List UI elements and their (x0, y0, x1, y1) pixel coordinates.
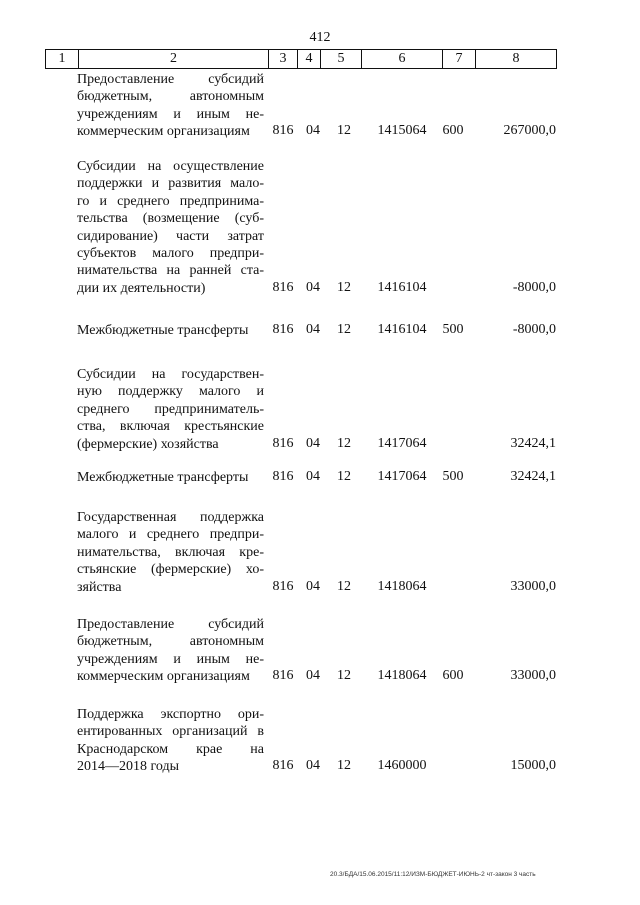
cell-col-3: 816 (272, 668, 294, 684)
cell-col-6: 1460000 (377, 758, 427, 774)
description-line: Межбюджетные трансферты (77, 470, 249, 485)
row-description (77, 158, 264, 297)
cell-col-6: 1415064 (377, 123, 427, 139)
description-line: Поддержка экспортно ори- (77, 707, 264, 722)
cell-col-6: 1418064 (377, 668, 427, 684)
column-header-row (46, 50, 557, 69)
cell-col-4: 04 (306, 279, 320, 295)
cell-col-6: 1417064 (377, 469, 427, 484)
cell-col-4: 04 (306, 322, 320, 337)
description-line: субъектов малого предпри- (77, 246, 264, 262)
document-footer: 20.3/БДА/15.06.2015/11:12/ИЗМ-БЮДЖЕТ-ИЮНЬ-2 чт-закон 3 часть (330, 871, 536, 878)
cell-col-5: 12 (337, 469, 351, 484)
description-line: коммерческим организациям (77, 669, 250, 685)
cell-col-4: 04 (306, 758, 320, 774)
row-description (77, 616, 264, 686)
cell-col-4: 04 (306, 578, 320, 594)
description-line: го и среднего предпринима- (77, 193, 264, 209)
description-line: коммерческим организациям (77, 124, 250, 140)
description-line: бюджетным, автономным (77, 89, 264, 105)
column-header-table (45, 49, 557, 69)
cell-col-8: -8000,0 (512, 322, 556, 337)
row-description (77, 366, 264, 453)
cell-col-5: 12 (337, 123, 351, 139)
cell-col-8: -8000,0 (512, 279, 556, 295)
cell-col-5: 12 (337, 322, 351, 337)
description-line: дии их деятельности) (77, 280, 206, 296)
cell-col-3: 816 (272, 578, 294, 594)
col-header-1: 1 (46, 50, 79, 69)
cell-col-3: 816 (272, 758, 294, 774)
cell-col-3: 816 (272, 123, 294, 139)
description-line: Предоставление субсидий (77, 617, 264, 632)
cell-col-6: 1418064 (377, 578, 427, 594)
description-line: стьянские (фермерские) хо- (77, 562, 264, 578)
col-header-7: 7 (443, 50, 476, 69)
description-line: ства, включая крестьянские (77, 419, 264, 435)
description-line: Краснодарском крае на (77, 741, 264, 757)
cell-col-5: 12 (337, 578, 351, 594)
cell-col-6: 1416104 (377, 322, 427, 337)
description-line: Предоставление субсидий (77, 72, 264, 87)
description-line: бюджетным, автономным (77, 634, 264, 650)
cell-col-5: 12 (337, 279, 351, 295)
col-header-2: 2 (79, 50, 269, 69)
cell-col-7: 600 (442, 668, 464, 684)
description-line: Межбюджетные трансферты (77, 323, 249, 338)
description-line: ентированных организаций в (77, 724, 264, 740)
row-description (77, 706, 264, 776)
col-header-4: 4 (298, 50, 321, 69)
description-line: учреждениям и иным не- (77, 106, 264, 122)
cell-col-3: 816 (272, 279, 294, 295)
cell-col-4: 04 (306, 435, 320, 451)
row-description (77, 322, 264, 339)
cell-col-8: 15000,0 (510, 758, 556, 774)
page-number: 412 (309, 30, 331, 45)
cell-col-8: 32424,1 (510, 469, 556, 484)
cell-col-3: 816 (272, 322, 294, 337)
row-description (77, 509, 264, 596)
col-header-8: 8 (476, 50, 557, 69)
cell-col-7: 500 (442, 469, 464, 484)
description-line: зяйства (77, 579, 122, 595)
row-description (77, 469, 264, 486)
description-line: нимательства на ранней ста- (77, 263, 264, 279)
description-line: сидирование) части затрат (77, 228, 264, 244)
cell-col-5: 12 (337, 435, 351, 451)
description-line: учреждениям и иным не- (77, 651, 264, 667)
description-line: тельства (возмещение (суб- (77, 211, 264, 227)
cell-col-4: 04 (306, 668, 320, 684)
col-header-5: 5 (321, 50, 362, 69)
description-line: поддержки и развития мало- (77, 176, 264, 192)
cell-col-4: 04 (306, 123, 320, 139)
cell-col-8: 32424,1 (510, 435, 556, 451)
description-line: малого и среднего предпри- (77, 527, 264, 543)
description-line: 2014—2018 годы (77, 759, 180, 775)
row-description (77, 71, 264, 141)
cell-col-4: 04 (306, 469, 320, 484)
cell-col-3: 816 (272, 435, 294, 451)
cell-col-3: 816 (272, 469, 294, 484)
description-line: Субсидии на государствен- (77, 367, 264, 382)
cell-col-8: 33000,0 (510, 578, 556, 594)
cell-col-7: 500 (442, 322, 464, 337)
col-header-6: 6 (362, 50, 443, 69)
cell-col-6: 1416104 (377, 279, 427, 295)
description-line: среднего предприниматель- (77, 401, 264, 417)
description-line: Субсидии на осуществление (77, 159, 264, 174)
description-line: нимательства, включая кре- (77, 544, 264, 560)
cell-col-8: 33000,0 (510, 668, 556, 684)
description-line: (фермерские) хозяйства (77, 436, 219, 452)
description-line: ную поддержку малого и (77, 384, 264, 400)
description-line: Государственная поддержка (77, 510, 264, 525)
cell-col-5: 12 (337, 668, 351, 684)
col-header-3: 3 (269, 50, 298, 69)
cell-col-7: 600 (442, 123, 464, 139)
cell-col-8: 267000,0 (503, 123, 556, 139)
cell-col-6: 1417064 (377, 435, 427, 451)
cell-col-5: 12 (337, 758, 351, 774)
